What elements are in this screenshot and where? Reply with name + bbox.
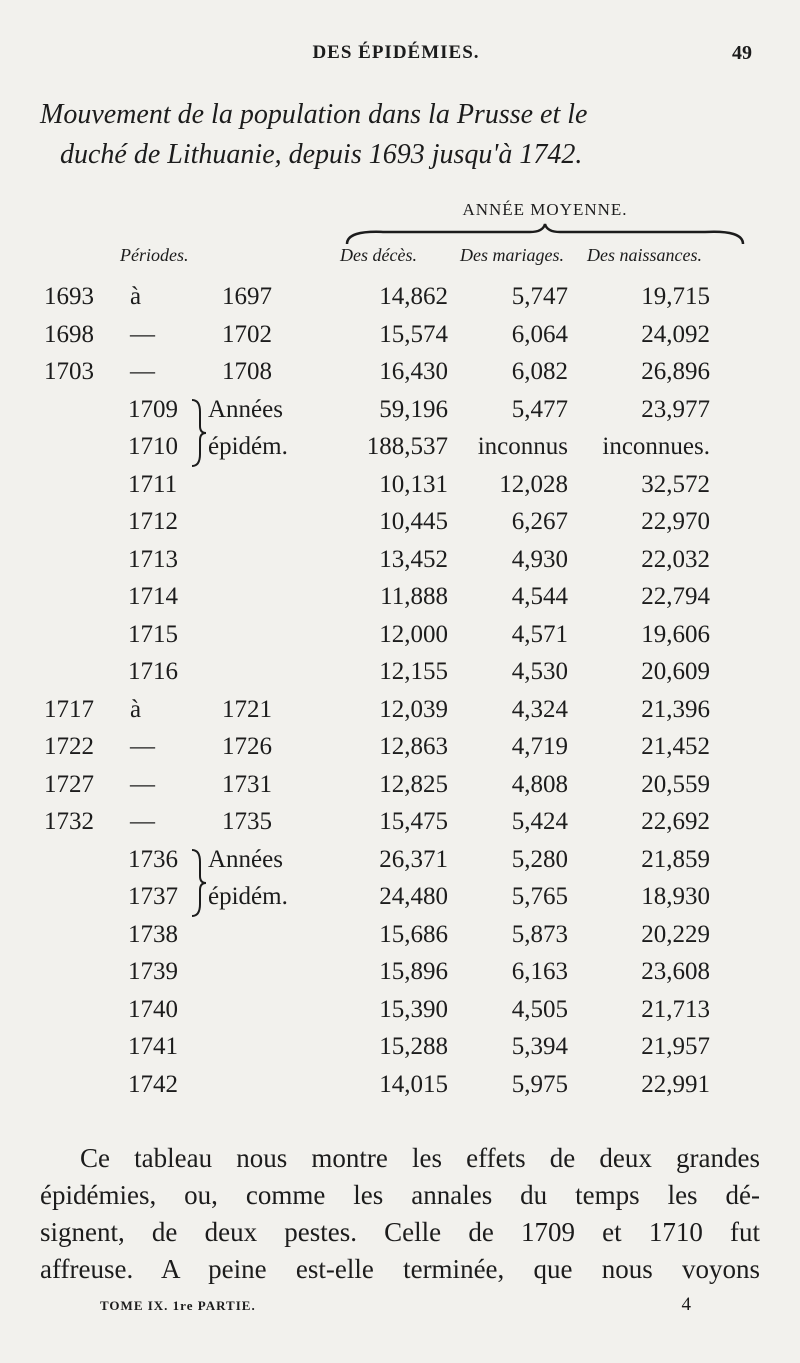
footer-signature: 4 [681, 1294, 692, 1315]
cell-deces: 59,196 [379, 395, 448, 423]
period-year: 1742 [128, 1070, 178, 1098]
cell-deces: 10,131 [379, 470, 448, 498]
cell-mariages: inconnus [477, 433, 568, 460]
cell-deces: 14,015 [379, 1070, 448, 1098]
period-separator: — [130, 358, 155, 385]
period-end: 1697 [222, 283, 272, 310]
table-row [0, 433, 800, 470]
table-row [0, 283, 800, 320]
body-paragraph [40, 1140, 760, 1288]
caption-line-1: Mouvement de la population dans la Prusse et le [40, 99, 588, 130]
cell-mariages: 4,571 [511, 620, 568, 648]
cell-mariages: 5,765 [511, 883, 568, 910]
epidemic-brace [188, 848, 208, 918]
table-row [0, 1033, 800, 1070]
body-line: affreuse. A peine est-elle terminée, que nous voyons [40, 1254, 760, 1284]
epidemic-note: Années [208, 395, 283, 423]
cell-naissances: 21,452 [641, 733, 710, 760]
period-separator: — [130, 733, 155, 760]
epidemic-note: épidém. [208, 883, 288, 910]
cell-deces: 11,888 [380, 583, 448, 610]
cell-mariages: 5,477 [511, 395, 568, 423]
table-row [0, 771, 800, 808]
period-end: 1731 [222, 770, 272, 798]
running-head [40, 42, 752, 72]
col-periodes: Périodes. [120, 245, 189, 265]
period-end: 1702 [222, 320, 272, 348]
epidemic-brace [188, 398, 208, 468]
cell-naissances: 20,609 [641, 658, 710, 685]
cell-mariages: 6,064 [511, 320, 568, 348]
cell-mariages: 4,505 [511, 995, 568, 1023]
table-row [0, 358, 800, 395]
cell-mariages: 4,719 [511, 733, 568, 760]
period-start: 1717 [44, 695, 94, 723]
table-row [0, 583, 800, 620]
column-headers [40, 245, 760, 269]
period-year: 1711 [128, 470, 178, 498]
period-separator: à [130, 695, 142, 723]
cell-deces: 13,452 [379, 545, 448, 573]
cell-mariages: 4,808 [511, 770, 568, 798]
period-year: 1710 [128, 433, 178, 460]
period-start: 1703 [44, 358, 94, 385]
period-year: 1740 [128, 995, 178, 1023]
cell-naissances: 23,608 [641, 958, 710, 985]
table-row [0, 508, 800, 545]
cell-naissances: 20,559 [641, 770, 710, 798]
cell-deces: 12,825 [379, 770, 448, 798]
cell-deces: 12,863 [379, 733, 448, 760]
cell-mariages: 12,028 [499, 470, 568, 498]
cell-mariages: 5,424 [511, 808, 568, 835]
cell-deces: 26,371 [379, 845, 448, 873]
epidemic-note: épidém. [208, 433, 288, 460]
cell-mariages: 5,747 [511, 283, 568, 310]
period-end: 1721 [222, 695, 272, 723]
table-row [0, 546, 800, 583]
cell-naissances: inconnues. [602, 433, 710, 460]
cell-naissances: 22,794 [641, 583, 710, 610]
group-heading: ANNÉE MOYENNE. [462, 200, 628, 219]
cell-naissances: 21,859 [641, 845, 710, 873]
table-row [0, 471, 800, 508]
cell-naissances: 19,606 [641, 620, 710, 648]
col-deces: Des décès. [340, 245, 417, 265]
table-row [0, 883, 800, 920]
col-naissances: Des naissances. [587, 245, 702, 265]
period-year: 1709 [128, 395, 178, 423]
cell-mariages: 4,930 [511, 545, 568, 573]
running-head-title: DES ÉPIDÉMIES. [312, 42, 480, 63]
cell-naissances: 20,229 [641, 920, 710, 948]
cell-deces: 15,686 [379, 920, 448, 948]
cell-mariages: 5,975 [511, 1070, 568, 1098]
period-separator: — [130, 770, 155, 798]
cell-deces: 15,896 [379, 958, 448, 985]
cell-mariages: 4,324 [511, 695, 568, 723]
cell-mariages: 5,394 [511, 1033, 568, 1060]
cell-mariages: 5,280 [511, 845, 568, 873]
cell-naissances: 22,692 [641, 808, 710, 835]
footer-volume: TOME IX. 1re PARTIE. [100, 1298, 256, 1313]
cell-naissances: 26,896 [641, 358, 710, 385]
period-start: 1727 [44, 770, 94, 798]
period-year: 1714 [128, 583, 178, 610]
cell-deces: 15,475 [379, 808, 448, 835]
period-end: 1735 [222, 808, 272, 835]
period-separator: à [130, 283, 142, 310]
page-number: 49 [732, 42, 752, 64]
period-year: 1739 [128, 958, 178, 985]
period-start: 1722 [44, 733, 94, 760]
period-end: 1726 [222, 733, 272, 760]
table-row [0, 846, 800, 883]
table-row [0, 808, 800, 845]
cell-deces: 12,039 [379, 695, 448, 723]
cell-naissances: 23,977 [641, 395, 710, 423]
period-separator: — [130, 808, 155, 835]
cell-deces: 14,862 [379, 283, 448, 310]
table-row [0, 996, 800, 1033]
caption-line-2: duché de Lithuanie, depuis 1693 jusqu'à 1742. [60, 139, 583, 170]
page-footer [100, 1294, 692, 1322]
table-row [0, 733, 800, 770]
cell-mariages: 6,082 [511, 358, 568, 385]
epidemic-note: Années [208, 845, 283, 873]
cell-mariages: 4,544 [511, 583, 568, 610]
cell-naissances: 24,092 [641, 320, 710, 348]
table-row [0, 958, 800, 995]
cell-deces: 10,445 [379, 508, 448, 535]
period-separator: — [130, 320, 155, 348]
period-year: 1713 [128, 545, 178, 573]
body-line: épidémies, ou, comme les annales du temps les dé- [40, 1180, 760, 1210]
period-start: 1693 [44, 283, 94, 310]
table-row [0, 1071, 800, 1108]
period-year: 1736 [128, 845, 178, 873]
cell-deces: 15,390 [379, 995, 448, 1023]
cell-naissances: 22,970 [641, 508, 710, 535]
table-row [0, 321, 800, 358]
period-year: 1737 [128, 883, 178, 910]
cell-naissances: 22,032 [641, 545, 710, 573]
cell-deces: 12,155 [379, 658, 448, 685]
table-row [0, 658, 800, 695]
cell-deces: 16,430 [379, 358, 448, 385]
period-start: 1698 [44, 320, 94, 348]
cell-deces: 12,000 [379, 620, 448, 648]
cell-mariages: 6,267 [511, 508, 568, 535]
cell-naissances: 22,991 [641, 1070, 710, 1098]
table-row [0, 696, 800, 733]
cell-mariages: 5,873 [511, 920, 568, 948]
period-end: 1708 [222, 358, 272, 385]
cell-naissances: 21,713 [641, 995, 710, 1023]
cell-mariages: 6,163 [511, 958, 568, 985]
col-mariages: Des mariages. [460, 245, 564, 265]
period-start: 1732 [44, 808, 94, 835]
table-caption [40, 95, 760, 175]
cell-deces: 15,288 [379, 1033, 448, 1060]
table-row [0, 621, 800, 658]
cell-naissances: 21,957 [641, 1033, 710, 1060]
cell-mariages: 4,530 [511, 658, 568, 685]
period-year: 1716 [128, 658, 178, 685]
period-year: 1715 [128, 620, 178, 648]
cell-naissances: 21,396 [641, 695, 710, 723]
cell-deces: 188,537 [366, 433, 448, 460]
cell-naissances: 18,930 [641, 883, 710, 910]
body-line: Ce tableau nous montre les effets de deux grandes [80, 1143, 760, 1173]
period-year: 1738 [128, 920, 178, 948]
cell-naissances: 19,715 [641, 283, 710, 310]
period-year: 1712 [128, 508, 178, 535]
cell-deces: 15,574 [379, 320, 448, 348]
table-row [0, 921, 800, 958]
table-row [0, 396, 800, 433]
cell-naissances: 32,572 [641, 470, 710, 498]
cell-deces: 24,480 [379, 883, 448, 910]
body-line: signent, de deux pestes. Celle de 1709 et 1710 fut [40, 1217, 760, 1247]
period-year: 1741 [128, 1033, 178, 1060]
